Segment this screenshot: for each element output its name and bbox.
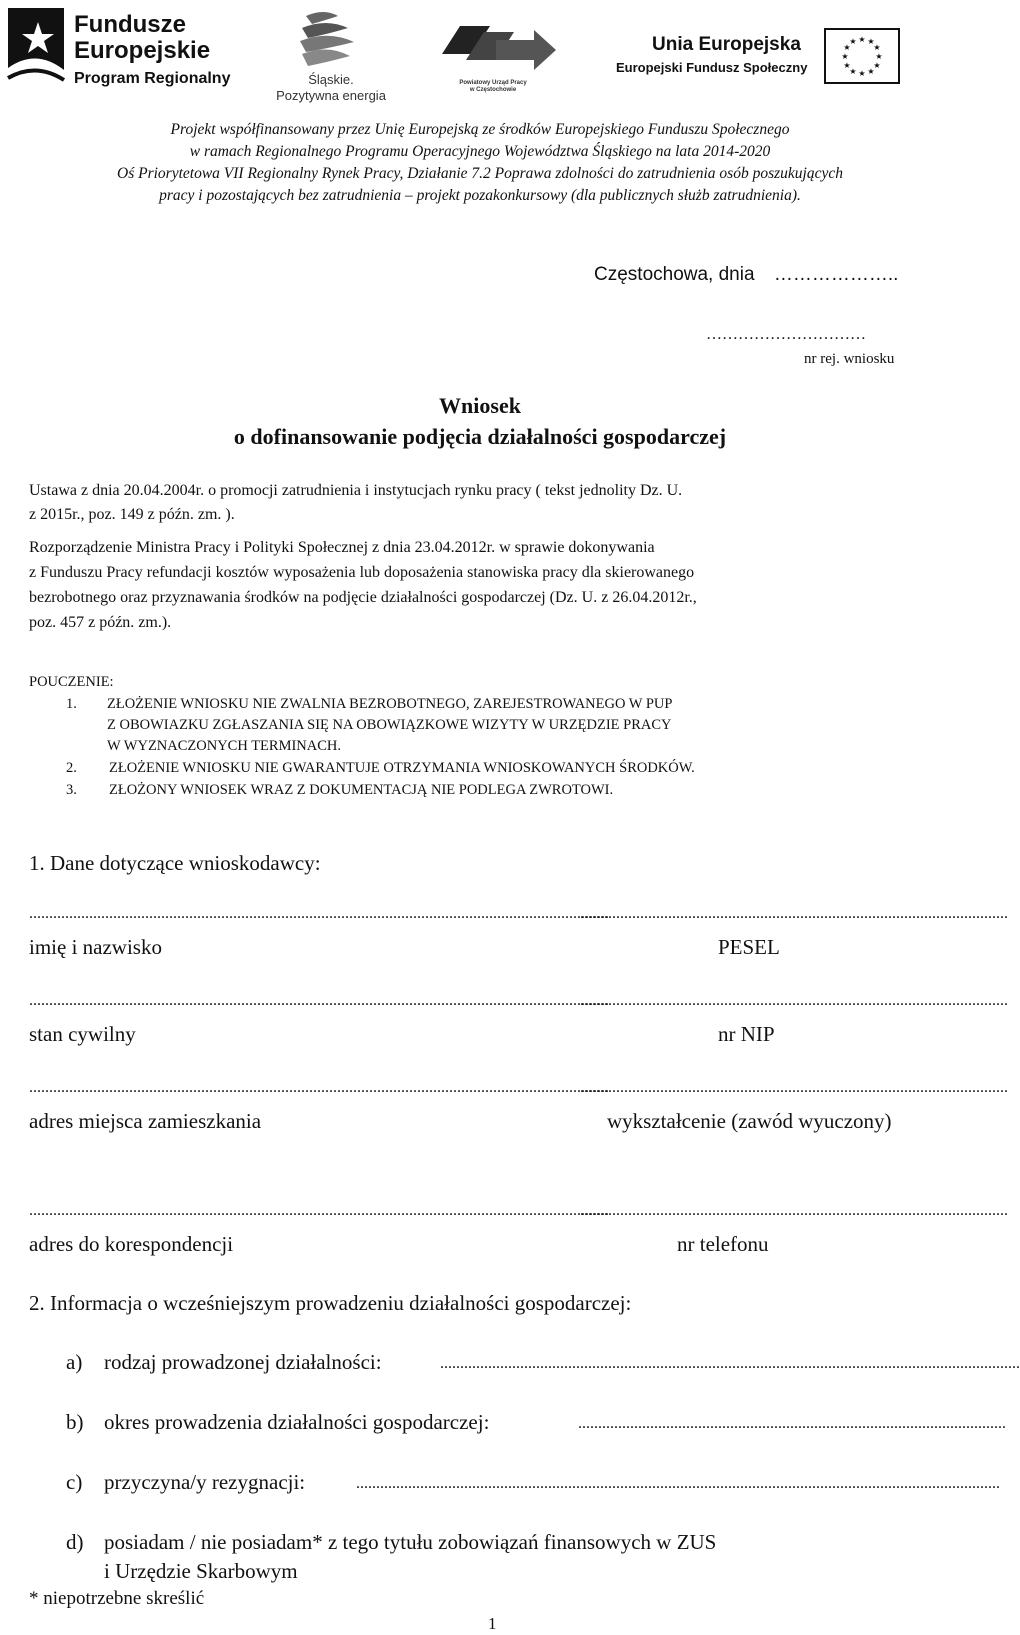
page-number: 1 xyxy=(488,1614,497,1633)
section2-heading: 2. Informacja o wcześniejszym prowadzeniu działalności gospodarczej: xyxy=(29,1291,632,1315)
item-d-letter: d) xyxy=(66,1530,84,1554)
education-label: wykształcenie (zawód wyuczony) xyxy=(607,1109,892,1133)
activity-period-field[interactable]: ........................................................................................................... xyxy=(578,1415,1006,1432)
legal-line-1: Ustawa z dnia 20.04.2004r. o promocji zatrudnienia i instytucjach rynku pracy ( tekst jednolity Dz. U. xyxy=(29,482,683,499)
fe-line1: Fundusze xyxy=(74,11,186,38)
pup-line2: w Częstochowie xyxy=(469,87,517,93)
date-label: Częstochowa, dnia xyxy=(594,264,755,285)
item-c-label: przyczyna/y rezygnacji: xyxy=(104,1470,306,1494)
svg-text:★: ★ xyxy=(843,61,851,70)
pup-logo xyxy=(438,20,568,100)
fundusze-europejskie-logo xyxy=(8,8,248,92)
nip-label: nr NIP xyxy=(718,1022,775,1046)
reg-number-label: nr rej. wniosku xyxy=(804,351,895,367)
date-field[interactable]: ……………….. xyxy=(773,264,899,285)
item-d-label-cont: i Urzędzie Skarbowym xyxy=(104,1559,298,1583)
svg-text:★: ★ xyxy=(843,43,851,52)
pesel-label: PESEL xyxy=(718,935,780,959)
legal-line-5: bezrobotnego oraz przyznawania środków na podjęcie działalności gospodarczej (Dz. U. z 26.04.2012r., xyxy=(29,589,697,606)
legal-line-4: z Funduszu Pracy refundacji kosztów wyposażenia lub doposażenia stanowiska pracy dla skierowanego xyxy=(29,564,695,581)
header-line-2: w ramach Regionalnego Programu Operacyjnego Województwa Śląskiego na lata 2014-2020 xyxy=(189,143,771,160)
education-field[interactable]: ........................................................................................................... xyxy=(580,1079,1008,1096)
svg-text:★: ★ xyxy=(873,61,881,70)
pup-arrows-icon xyxy=(438,20,568,78)
item-c-letter: c) xyxy=(66,1470,83,1494)
ue-logo xyxy=(616,28,926,88)
fe-flag-icon xyxy=(8,8,64,88)
svg-text:★: ★ xyxy=(849,67,857,76)
slaskie-line2: Pozytywna energia xyxy=(276,88,386,103)
svg-text:★: ★ xyxy=(867,67,875,76)
address-field[interactable]: ................................................................................................................................................. xyxy=(29,1079,609,1096)
notice-item-text: ZŁOŻENIE WNIOSKU NIE ZWALNIA BEZROBOTNEGO, ZAREJESTROWANEGO W PUP xyxy=(107,696,673,712)
pesel-field[interactable]: ........................................................................................................... xyxy=(580,905,1008,922)
correspondence-address-field[interactable]: ................................................................................................................................................. xyxy=(29,1202,609,1219)
slaskie-logo xyxy=(266,8,396,104)
section1-heading: 1. Dane dotyczące wnioskodawcy: xyxy=(29,851,321,875)
legal-line-3: Rozporządzenie Ministra Pracy i Polityki Społecznej z dnia 23.04.2012r. w sprawie dokonywania xyxy=(29,539,655,556)
ue-subtitle: Europejski Fundusz Społeczny xyxy=(616,60,808,75)
correspondence-address-label: adres do korespondencji xyxy=(29,1232,234,1256)
slaskie-waves-icon xyxy=(266,8,396,70)
notice-heading: POUCZENIE: xyxy=(29,674,114,690)
item-a-label: rodzaj prowadzonej działalności: xyxy=(104,1350,382,1374)
svg-text:★: ★ xyxy=(873,43,881,52)
legal-line-2: z 2015r., poz. 149 z późn. zm. ). xyxy=(29,506,235,523)
ue-title: Unia Europejska xyxy=(652,34,801,55)
svg-text:★: ★ xyxy=(841,52,849,61)
name-label: imię i nazwisko xyxy=(29,935,162,959)
notice-item-num: 3. xyxy=(66,782,77,798)
header-line-3: Oś Priorytetowa VII Regionalny Rynek Pracy, Działanie 7.2 Poprawa zdolności do zatrudnienia osób poszukujących xyxy=(117,165,843,182)
address-label: adres miejsca zamieszkania xyxy=(29,1109,262,1133)
svg-text:★: ★ xyxy=(867,37,875,46)
reg-number-field[interactable]: ………………………… xyxy=(706,326,866,343)
pup-line1: Powiatowy Urząd Pracy xyxy=(459,80,527,86)
item-b-letter: b) xyxy=(66,1410,84,1434)
marital-status-field[interactable]: ................................................................................................................................................. xyxy=(29,992,609,1009)
nip-field[interactable]: ........................................................................................................... xyxy=(580,992,1008,1009)
slaskie-line1: Śląskie. xyxy=(308,72,354,87)
phone-label: nr telefonu xyxy=(677,1232,769,1256)
svg-text:★: ★ xyxy=(875,52,883,61)
fe-line2: Europejskie xyxy=(74,37,211,64)
resignation-reason-field[interactable]: ................................................................................................................................................................. xyxy=(356,1475,1000,1492)
svg-text:★: ★ xyxy=(858,69,866,78)
notice-item-num: 1. xyxy=(66,696,77,712)
notice-item-text: ZŁOŻONY WNIOSEK WRAZ Z DOKUMENTACJĄ NIE PODLEGA ZWROTOWI. xyxy=(109,782,614,798)
item-b-label: okres prowadzenia działalności gospodarczej: xyxy=(104,1410,490,1434)
svg-text:★: ★ xyxy=(849,37,857,46)
activity-type-field[interactable]: ................................................................................................................................................. xyxy=(440,1355,1020,1372)
marital-status-label: stan cywilny xyxy=(29,1022,136,1046)
notice-item-text: ZŁOŻENIE WNIOSKU NIE GWARANTUJE OTRZYMANIA WNIOSKOWANYCH ŚRODKÓW. xyxy=(109,760,695,776)
notice-item-text: W WYZNACZONYCH TERMINACH. xyxy=(107,738,342,754)
doc-title-line1: Wniosek xyxy=(439,393,521,418)
eu-flag-icon xyxy=(824,28,900,84)
legal-line-6: poz. 457 z późn. zm.). xyxy=(29,614,172,631)
phone-field[interactable]: ........................................................................................................... xyxy=(580,1202,1008,1219)
notice-item-text: Z OBOWIAZKU ZGŁASZANIA SIĘ NA OBOWIĄZKOWE WIZYTY W URZĘDZIE PRACY xyxy=(107,717,672,733)
fe-line3: Program Regionalny xyxy=(74,70,231,87)
name-field[interactable]: ................................................................................................................................................. xyxy=(29,905,609,922)
header-line-4: pracy i pozostających bez zatrudnienia – projekt pozakonkursowy (dla publicznych służb zatrudnienia). xyxy=(159,187,801,204)
item-a-letter: a) xyxy=(66,1350,83,1374)
notice-item-num: 2. xyxy=(66,760,77,776)
svg-text:★: ★ xyxy=(858,35,866,44)
footnote: * niepotrzebne skreślić xyxy=(29,1588,205,1609)
date-line xyxy=(594,264,898,286)
doc-title-line2: o dofinansowanie podjęcia działalności gospodarczej xyxy=(233,424,727,449)
item-d-label[interactable]: posiadam / nie posiadam* z tego tytułu zobowiązań finansowych w ZUS xyxy=(104,1530,717,1554)
header-line-1: Projekt współfinansowany przez Unię Europejską ze środków Europejskiego Funduszu Społecznego xyxy=(170,121,790,138)
